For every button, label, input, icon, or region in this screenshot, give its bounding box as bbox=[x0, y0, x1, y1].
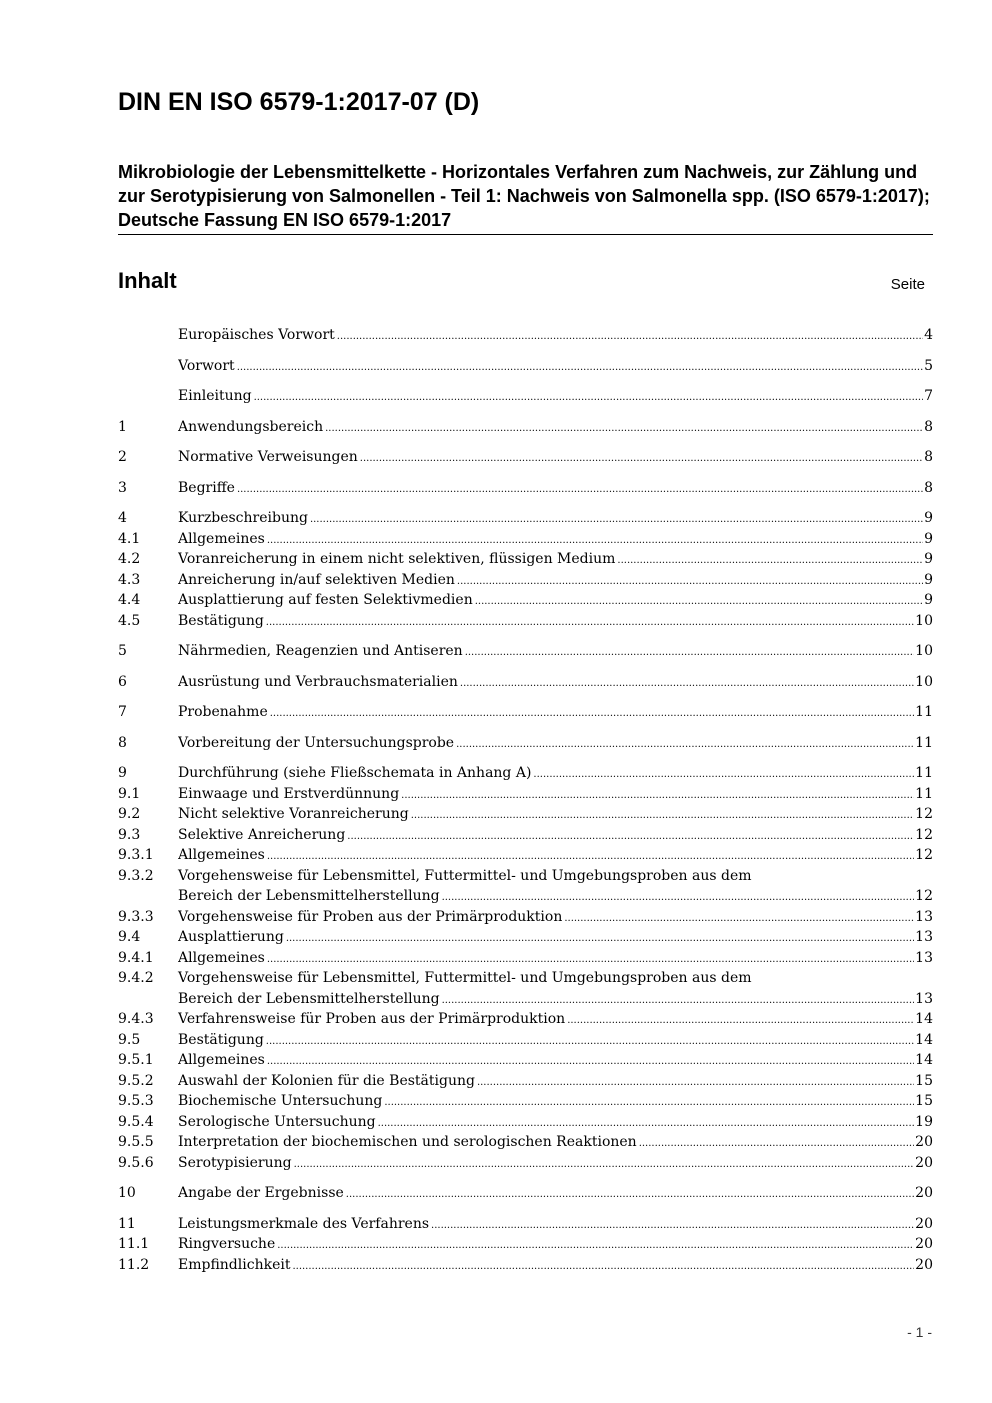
toc-dot-leader bbox=[267, 847, 914, 868]
toc-entry[interactable] bbox=[118, 478, 933, 499]
toc-entry-label-line1: Vorgehensweise für Lebensmittel, Futtermittel- und Umgebungsproben aus dem bbox=[178, 970, 752, 986]
toc-entry-number: 6 bbox=[118, 673, 127, 690]
toc-dot-leader bbox=[346, 1185, 914, 1206]
toc-entry-label: Vorwort bbox=[178, 357, 235, 374]
page-column-label: Seite bbox=[890, 276, 925, 293]
toc-entry-number: 4.5 bbox=[118, 612, 141, 629]
toc-entry-number: 8 bbox=[118, 734, 127, 751]
toc-entry-page: 11 bbox=[915, 765, 933, 781]
toc-dot-leader bbox=[294, 1155, 915, 1176]
toc-entry[interactable] bbox=[118, 641, 933, 662]
toc-entry[interactable] bbox=[118, 611, 933, 632]
toc-entry-number: 9.5.5 bbox=[118, 1134, 154, 1150]
toc-entry-number: 4.2 bbox=[118, 551, 141, 567]
toc-entry-number: 2 bbox=[118, 449, 127, 465]
toc-entry-label: Vorgehensweise für Proben aus der Primärproduktion bbox=[178, 908, 563, 925]
toc-entry-label: Ausrüstung und Verbrauchsmaterialien bbox=[178, 673, 458, 690]
toc-entry-page: 11 bbox=[915, 785, 933, 802]
toc-dot-leader bbox=[267, 1052, 914, 1073]
toc-entry-label: Allgemeines bbox=[178, 530, 265, 547]
toc-entry-label: Nicht selektive Voranreicherung bbox=[178, 806, 409, 822]
toc-entry-label: Europäisches Vorwort bbox=[178, 327, 335, 343]
toc-dot-leader bbox=[465, 643, 914, 664]
toc-entry[interactable] bbox=[118, 417, 933, 438]
toc-entry-label: Kurzbeschreibung bbox=[178, 510, 308, 526]
toc-entry-page: 20 bbox=[915, 1215, 933, 1232]
toc-entry-label: Biochemische Untersuchung bbox=[178, 1093, 383, 1109]
toc-entry-label: Bereich der Lebensmittelherstellung bbox=[178, 990, 440, 1007]
toc-dot-leader bbox=[237, 480, 923, 501]
toc-entry-number: 9.5.3 bbox=[118, 1093, 154, 1109]
toc-entry-page: 12 bbox=[915, 888, 933, 904]
toc-entry[interactable] bbox=[118, 1255, 933, 1276]
toc-dot-leader bbox=[564, 909, 914, 930]
toc-entry-page: 10 bbox=[915, 643, 933, 659]
toc-dot-leader bbox=[267, 950, 914, 971]
toc-entry-number: 10 bbox=[118, 1185, 136, 1201]
toc-entry-page: 14 bbox=[915, 1011, 933, 1027]
toc-entry-label: Ausplattierung bbox=[178, 929, 284, 945]
toc-entry-page: 11 bbox=[915, 734, 933, 751]
toc-dot-leader bbox=[337, 327, 923, 348]
toc-entry-number: 4.4 bbox=[118, 592, 141, 608]
toc-entry-number: 4.1 bbox=[118, 530, 141, 547]
toc-dot-leader bbox=[292, 1257, 914, 1278]
toc-entry-page: 19 bbox=[915, 1113, 933, 1130]
toc-entry[interactable] bbox=[118, 825, 933, 846]
toc-dot-leader bbox=[286, 929, 914, 950]
toc-entry-number: 5 bbox=[118, 643, 127, 659]
toc-entry-page: 13 bbox=[915, 990, 933, 1007]
toc-entry-label: Auswahl der Kolonien für die Bestätigung bbox=[178, 1072, 475, 1089]
toc-entry-page: 20 bbox=[915, 1236, 933, 1252]
toc-dot-leader bbox=[442, 991, 915, 1012]
toc-entry-label: Anwendungsbereich bbox=[178, 418, 324, 435]
toc-entry-label: Probenahme bbox=[178, 704, 268, 720]
toc-entry-page: 12 bbox=[915, 847, 933, 863]
toc-entry-page: 20 bbox=[915, 1134, 933, 1150]
toc-entry-label: Allgemeines bbox=[178, 949, 265, 966]
toc-dot-leader bbox=[347, 827, 914, 848]
toc-entry[interactable] bbox=[118, 845, 933, 866]
toc-entry[interactable] bbox=[118, 784, 933, 805]
toc-entry-number: 9.3.1 bbox=[118, 847, 154, 863]
toc-entry-page: 15 bbox=[915, 1072, 933, 1089]
toc-dot-leader bbox=[442, 888, 915, 909]
toc-entry-number: 9.4.3 bbox=[118, 1011, 154, 1027]
toc-dot-leader bbox=[310, 510, 923, 531]
toc-entry-number: 1 bbox=[118, 418, 127, 435]
toc-dot-leader bbox=[266, 613, 914, 634]
toc-entry[interactable] bbox=[118, 672, 933, 693]
toc-entry[interactable] bbox=[118, 948, 933, 969]
toc-entry[interactable] bbox=[118, 356, 933, 377]
toc-entry-number: 9.1 bbox=[118, 785, 141, 802]
toc-dot-leader bbox=[567, 1011, 914, 1032]
toc-entry-page: 10 bbox=[915, 612, 933, 629]
document-subtitle: Mikrobiologie der Lebensmittelkette - Horizontales Verfahren zum Nachweis, zur Zählung und zur Serotypisierung von Salmonellen - Teil 1: Nachweis von Salmonella spp. (ISO 6579-1:2017); Deutsche Fassung EN ISO 6579-1:2017 bbox=[118, 160, 933, 235]
toc-entry[interactable] bbox=[118, 386, 933, 407]
toc-dot-leader bbox=[411, 806, 914, 827]
toc-entry-label: Einleitung bbox=[178, 388, 252, 404]
toc-entry-number: 9.5.6 bbox=[118, 1154, 154, 1171]
toc-entry-number: 9.2 bbox=[118, 806, 141, 822]
toc-dot-leader bbox=[270, 704, 914, 725]
toc-entry-label: Verfahrensweise für Proben aus der Primärproduktion bbox=[178, 1011, 566, 1027]
toc-entry-page: 5 bbox=[924, 357, 933, 374]
toc-entry[interactable] bbox=[118, 1132, 933, 1153]
toc-entry-label: Interpretation der biochemischen und serologischen Reaktionen bbox=[178, 1134, 637, 1150]
toc-entry[interactable] bbox=[118, 886, 933, 907]
toc-entry-number: 11.2 bbox=[118, 1256, 150, 1273]
toc-dot-leader bbox=[457, 572, 923, 593]
toc-entry-page: 9 bbox=[924, 551, 933, 567]
toc-entry-number: 9.5 bbox=[118, 1031, 141, 1048]
toc-dot-leader bbox=[460, 674, 914, 695]
toc-entry-label: Selektive Anreicherung bbox=[178, 826, 346, 843]
toc-entry[interactable] bbox=[118, 804, 933, 825]
toc-entry-number: 9.4.1 bbox=[118, 949, 154, 966]
toc-dot-leader bbox=[617, 551, 923, 572]
toc-entry-label: Serologische Untersuchung bbox=[178, 1113, 376, 1130]
toc-entry-number: 9.3.3 bbox=[118, 908, 154, 925]
toc-entry-page: 12 bbox=[915, 826, 933, 843]
table-of-contents bbox=[118, 325, 933, 1275]
toc-entry-label: Voranreicherung in einem nicht selektiven, flüssigen Medium bbox=[178, 551, 616, 567]
toc-entry-label: Bereich der Lebensmittelherstellung bbox=[178, 888, 440, 904]
toc-entry-label: Nährmedien, Reagenzien und Antiseren bbox=[178, 643, 463, 659]
toc-entry-label: Serotypisierung bbox=[178, 1154, 292, 1171]
toc-heading: Inhalt bbox=[118, 268, 177, 293]
toc-entry[interactable] bbox=[118, 1112, 933, 1133]
toc-dot-leader bbox=[477, 1073, 914, 1094]
toc-dot-leader bbox=[456, 735, 914, 756]
toc-entry-page: 9 bbox=[924, 592, 933, 608]
toc-entry-number: 9.5.2 bbox=[118, 1072, 154, 1089]
toc-entry-label: Bestätigung bbox=[178, 1031, 264, 1048]
toc-entry[interactable] bbox=[118, 1030, 933, 1051]
toc-entry[interactable] bbox=[118, 1050, 933, 1071]
toc-dot-leader bbox=[266, 1032, 914, 1053]
toc-entry-page: 13 bbox=[915, 929, 933, 945]
toc-entry-page: 9 bbox=[924, 530, 933, 547]
toc-entry[interactable] bbox=[118, 866, 933, 887]
toc-entry-number: 9.5.4 bbox=[118, 1113, 154, 1130]
toc-dot-leader bbox=[533, 765, 914, 786]
toc-entry-number: 9.5.1 bbox=[118, 1052, 154, 1068]
toc-entry[interactable] bbox=[118, 1153, 933, 1174]
toc-dot-leader bbox=[277, 1236, 914, 1257]
toc-entry[interactable] bbox=[118, 447, 933, 468]
toc-entry-page: 14 bbox=[915, 1031, 933, 1048]
toc-entry[interactable] bbox=[118, 907, 933, 928]
toc-entry-page: 15 bbox=[915, 1093, 933, 1109]
toc-entry-number: 11 bbox=[118, 1215, 136, 1232]
toc-dot-leader bbox=[325, 419, 923, 440]
toc-entry-page: 11 bbox=[915, 704, 933, 720]
toc-dot-leader bbox=[378, 1114, 915, 1135]
toc-entry-page: 7 bbox=[924, 388, 933, 404]
toc-entry-label: Allgemeines bbox=[178, 1052, 265, 1068]
toc-entry-page: 8 bbox=[924, 418, 933, 435]
toc-entry-label: Normative Verweisungen bbox=[178, 449, 358, 465]
toc-dot-leader bbox=[384, 1093, 914, 1114]
toc-dot-leader bbox=[237, 358, 923, 379]
toc-entry-page: 8 bbox=[924, 479, 933, 496]
toc-dot-leader bbox=[475, 592, 923, 613]
toc-dot-leader bbox=[431, 1216, 914, 1237]
toc-entry[interactable] bbox=[118, 549, 933, 570]
toc-entry-label: Durchführung (siehe Fließschemata in Anhang A) bbox=[178, 765, 532, 781]
toc-entry-label: Empfindlichkeit bbox=[178, 1256, 291, 1273]
toc-entry-number: 11.1 bbox=[118, 1236, 150, 1252]
toc-entry[interactable] bbox=[118, 529, 933, 550]
page-number-footer: - 1 - bbox=[907, 1324, 932, 1340]
toc-entry[interactable] bbox=[118, 570, 933, 591]
toc-entry-label: Anreicherung in/auf selektiven Medien bbox=[178, 571, 455, 588]
toc-entry-label: Bestätigung bbox=[178, 612, 264, 629]
toc-dot-leader bbox=[254, 388, 924, 409]
toc-entry-label: Vorbereitung der Untersuchungsprobe bbox=[178, 734, 455, 751]
toc-entry-number: 9.3.2 bbox=[118, 867, 154, 884]
toc-entry[interactable] bbox=[118, 1091, 933, 1112]
toc-entry-number: 9.3 bbox=[118, 826, 141, 843]
toc-entry-number: 9.4 bbox=[118, 929, 141, 945]
toc-entry-label: Leistungsmerkmale des Verfahrens bbox=[178, 1215, 430, 1232]
toc-entry-page: 4 bbox=[924, 327, 933, 343]
toc-entry-page: 20 bbox=[915, 1256, 933, 1273]
toc-entry-page: 9 bbox=[924, 571, 933, 588]
toc-entry[interactable] bbox=[118, 763, 933, 784]
toc-dot-leader bbox=[639, 1134, 914, 1155]
toc-entry[interactable] bbox=[118, 1234, 933, 1255]
toc-entry[interactable] bbox=[118, 590, 933, 611]
toc-entry-page: 12 bbox=[915, 806, 933, 822]
toc-entry-label: Begriffe bbox=[178, 479, 235, 496]
toc-entry[interactable] bbox=[118, 325, 933, 346]
toc-entry-number: 3 bbox=[118, 479, 127, 496]
toc-entry[interactable] bbox=[118, 733, 933, 754]
toc-entry[interactable] bbox=[118, 1071, 933, 1092]
toc-entry[interactable] bbox=[118, 508, 933, 529]
toc-entry-number: 4 bbox=[118, 510, 127, 526]
toc-entry-page: 13 bbox=[915, 949, 933, 966]
toc-entry[interactable] bbox=[118, 1214, 933, 1235]
toc-entry-label-line1: Vorgehensweise für Lebensmittel, Futtermittel- und Umgebungsproben aus dem bbox=[178, 867, 752, 884]
toc-entry-page: 20 bbox=[915, 1185, 933, 1201]
toc-entry-page: 14 bbox=[915, 1052, 933, 1068]
toc-entry[interactable] bbox=[118, 989, 933, 1010]
toc-dot-leader bbox=[267, 531, 923, 552]
toc-entry-page: 13 bbox=[915, 908, 933, 925]
toc-entry[interactable] bbox=[118, 702, 933, 723]
toc-entry-label: Allgemeines bbox=[178, 847, 265, 863]
toc-entry-number: 9 bbox=[118, 765, 127, 781]
toc-dot-leader bbox=[360, 449, 923, 470]
toc-entry-label: Einwaage und Erstverdünnung bbox=[178, 785, 400, 802]
toc-entry-page: 8 bbox=[924, 449, 933, 465]
toc-entry-number: 4.3 bbox=[118, 571, 141, 588]
toc-entry-label: Ringversuche bbox=[178, 1236, 276, 1252]
toc-entry[interactable] bbox=[118, 927, 933, 948]
toc-entry-page: 9 bbox=[924, 510, 933, 526]
toc-entry[interactable] bbox=[118, 968, 933, 989]
toc-entry-page: 20 bbox=[915, 1154, 933, 1171]
toc-entry-number: 9.4.2 bbox=[118, 970, 154, 986]
toc-entry[interactable] bbox=[118, 1009, 933, 1030]
toc-entry-page: 10 bbox=[915, 673, 933, 690]
toc-entry-number: 7 bbox=[118, 704, 127, 720]
document-title: DIN EN ISO 6579-1:2017-07 (D) bbox=[118, 88, 480, 116]
toc-dot-leader bbox=[401, 786, 914, 807]
toc-entry-label: Angabe der Ergebnisse bbox=[178, 1185, 344, 1201]
toc-entry[interactable] bbox=[118, 1183, 933, 1204]
toc-entry-label: Ausplattierung auf festen Selektivmedien bbox=[178, 592, 473, 608]
